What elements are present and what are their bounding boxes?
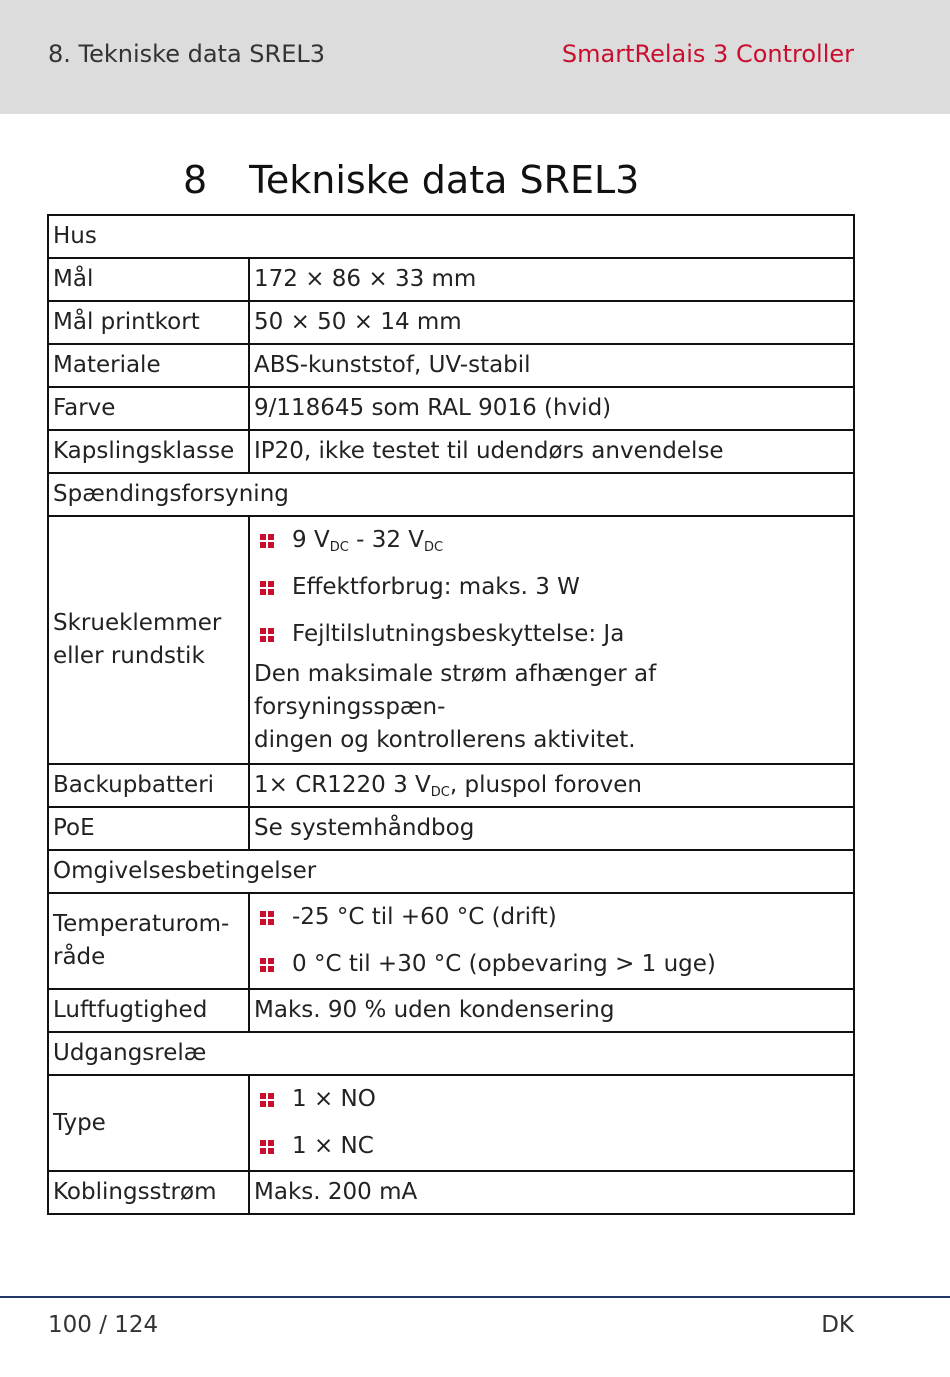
table-row [48,1171,854,1214]
page-number: 100 / 124 [48,1312,159,1338]
section-heading: Spændingsforsyning [48,473,854,516]
list-item-text: 1 × NC [292,1133,374,1159]
table-row [48,344,854,387]
language-code: DK [821,1312,854,1338]
section-heading: Udgangsrelæ [48,1032,854,1075]
row-label [48,516,249,764]
table-row-type [48,1075,854,1171]
row-label: Koblingsstrøm [48,1171,249,1214]
section-heading: Omgivelsesbetingelser [48,850,854,893]
row-value: Maks. 200 mA [249,1171,854,1214]
list-item [254,564,849,611]
section-heading: Hus [48,215,854,258]
row-label-line: Skrueklemmer [53,610,222,636]
row-value [249,893,854,989]
red-quad-square-icon [260,911,274,925]
list-item [254,517,849,564]
table-row [48,387,854,430]
row-label-line: råde [53,944,106,970]
row-value [249,1075,854,1171]
list-item [254,1123,849,1170]
section-row-housing [48,215,854,258]
row-value: 50 × 50 × 14 mm [249,301,854,344]
table-row [48,430,854,473]
red-quad-square-icon [260,1140,274,1154]
row-label: Materiale [48,344,249,387]
page-title [183,158,639,202]
section-row-power [48,473,854,516]
table-row [48,301,854,344]
voltage-range: 9 $V_{DC} - 32$ $V_{DC}$ [292,527,444,555]
row-label: Backupbatteri [48,764,249,807]
row-label-line: Temperaturom- [53,911,230,937]
list-item [254,1076,849,1123]
table-row-terminals [48,516,854,764]
note-line: dingen og kontrollerens aktivitet. [254,727,636,753]
list-item-text: 1 × NO [292,1086,376,1112]
row-value: ABS-kunststof, UV-stabil [249,344,854,387]
row-label-line: eller rundstik [53,643,205,669]
header-product-name: SmartRelais 3 Controller [561,40,854,68]
red-quad-square-icon [260,534,274,548]
note-line: Den maksimale strøm afhænger af forsyningsspæn- [254,661,657,720]
red-quad-square-icon [260,1093,274,1107]
header-section-title: 8. Tekniske data SREL3 [48,40,325,68]
row-label [48,893,249,989]
row-label: Kapslingsklasse [48,430,249,473]
red-quad-square-icon [260,958,274,972]
chapter-title: Tekniske data SREL3 [249,158,640,202]
row-label: Mål [48,258,249,301]
list-item [254,611,849,658]
note-paragraph [254,658,849,763]
list-item-text: -25 °C til +60 °C (drift) [292,904,557,930]
row-label: Luftfugtighed [48,989,249,1032]
section-row-relay [48,1032,854,1075]
row-value: 172 × 86 × 33 mm [249,258,854,301]
table-row [48,807,854,850]
table-row [48,258,854,301]
row-label: Type [48,1075,249,1171]
row-value [249,516,854,764]
list-item [254,894,849,941]
red-quad-square-icon [260,628,274,642]
table-row-temperature [48,893,854,989]
red-quad-square-icon [260,581,274,595]
row-value: 1× CR1220 3 $V_{DC}$, pluspol foroven [249,764,854,807]
spec-table [47,214,855,1215]
table-row [48,764,854,807]
chapter-number: 8 [183,158,208,202]
row-label: Mål printkort [48,301,249,344]
row-value: Se systemhåndbog [249,807,854,850]
row-value: Maks. 90 % uden kondensering [249,989,854,1032]
footer-divider [0,1296,950,1298]
list-item-text: Fejltilslutningsbeskyttelse: Ja [292,621,625,647]
row-value: 9/118645 som RAL 9016 (hvid) [249,387,854,430]
list-item-text: Effektforbrug: maks. 3 W [292,574,580,600]
page-header [0,0,950,114]
list-item [254,941,849,988]
row-value: IP20, ikke testet til udendørs anvendelse [249,430,854,473]
row-label: PoE [48,807,249,850]
list-item-text: 0 °C til +30 °C (opbevaring > 1 uge) [292,951,716,977]
row-label: Farve [48,387,249,430]
table-row [48,989,854,1032]
section-row-environment [48,850,854,893]
